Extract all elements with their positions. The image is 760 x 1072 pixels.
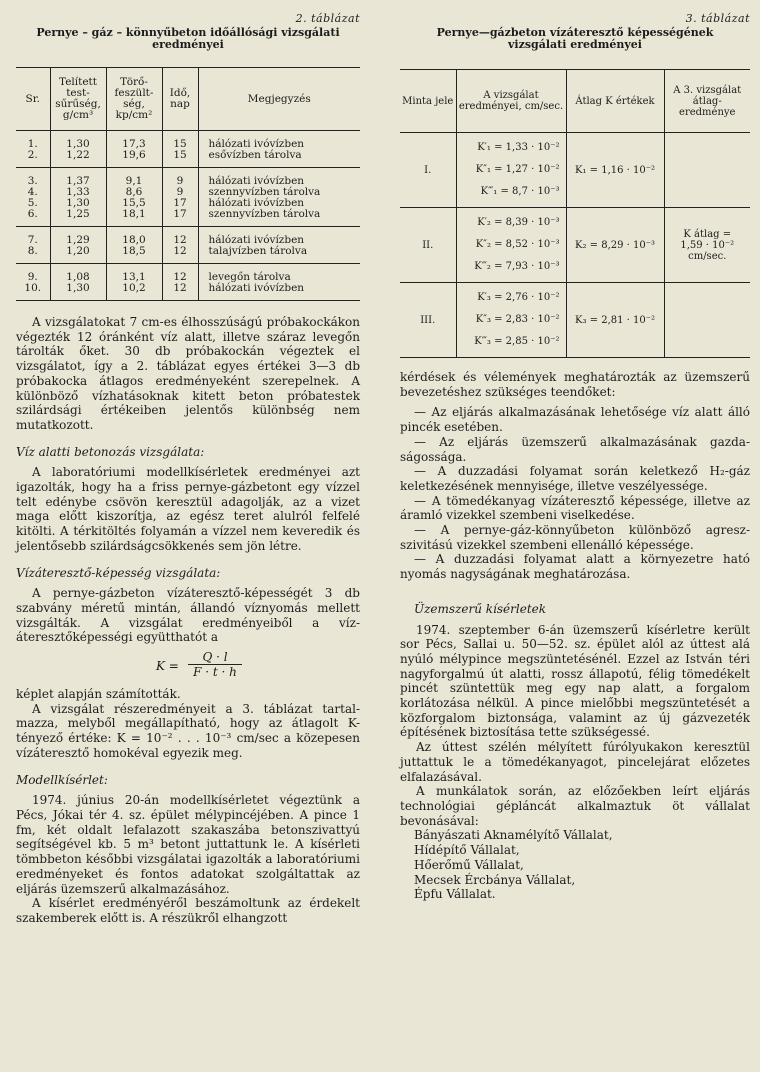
table-row — [16, 131, 360, 151]
cell-sr: 8. — [16, 246, 50, 264]
table2-title-line2: eredményei — [152, 38, 224, 51]
cell-sr: 9. — [16, 264, 50, 284]
overall-line: cm/sec. — [688, 250, 727, 262]
paragraph: Az úttest szélén mélyített fúrólyukakon keresztül juttattuk le a tömedékanyagot, pincelejárat előzetes elfalazásával. — [400, 740, 750, 784]
cell-density: 1,29 — [50, 227, 106, 247]
overall-line: 1,59 · 10⁻² — [680, 239, 735, 251]
table2-header-density: Telített test-sűrűség, g/cm³ — [50, 68, 106, 131]
cell-strength: 18,1 — [106, 209, 162, 227]
formula-denominator: F · t · h — [193, 665, 237, 680]
table3-header-overall: A 3. vizsgálat átlag-eredménye — [664, 70, 750, 133]
table2-header-note: Megjegyzés — [198, 68, 360, 131]
table3-title-line2: vizsgálati eredményei — [508, 38, 642, 51]
table3 — [400, 69, 750, 358]
cell-sr: 6. — [16, 209, 50, 227]
cell-note: szennyvízben tárolva — [198, 209, 360, 227]
cell-strength: 19,6 — [106, 150, 162, 168]
company-name: Hídépítő Vállalat, — [414, 843, 520, 858]
paragraph: kérdések és vélemények meghatározták az üzemszerű bevezetéshez szükséges teendőket: — [400, 370, 750, 399]
cell-days: 12 — [162, 227, 198, 247]
cell-density: 1,25 — [50, 209, 106, 227]
list-item: — A tömedékanyag vízáteresztő képessége, illetve az áramló vizekkel szembeni viselkedése. — [400, 493, 750, 523]
table2-header-sr: Sr. — [16, 68, 50, 131]
company-list — [400, 828, 750, 902]
cell-note: szennyvízben tárolva — [208, 186, 321, 198]
formula-fraction — [188, 651, 242, 679]
cell-density: 1,22 — [50, 150, 106, 168]
paragraph: A munkálatok során, az előzőekben leírt eljárás technológiai gépláncát alkalmaztuk öt vállalat bevonásával: — [400, 784, 750, 828]
list-item: — A duzzadási folyamat során keletkező H₂-gáz keletkezésének mennyisége, illetve veszélyessége. — [400, 464, 750, 493]
section-heading: Üzemszerű kísérletek — [414, 601, 547, 616]
table3-title-line1: Pernye—gázbeton vízáteresztő képességének — [436, 26, 714, 39]
cell-days: 15 — [162, 131, 198, 151]
paragraph: A kísérlet eredményéről beszámoltunk az érdekelt szakemberek előtt is. A részükről elhangzott — [16, 896, 360, 925]
cell-density: 1,37 — [50, 168, 106, 188]
cell-note: hálózati ivóvízben — [208, 234, 305, 246]
cell-note: talajvízben tárolva — [198, 246, 360, 264]
cell-note: esővízben tárolva — [198, 150, 360, 168]
section-heading: Víz alatti betonozás vizsgálata: — [16, 444, 205, 459]
k-value: K‴₁ = 8,7 · 10⁻³ — [480, 186, 560, 197]
paragraph: 1974. június 20-án modellkísérletet végeztünk a Pécs, Jókai tér 4. sz. épület mélypincéjében. A pince 1 fm, két oldalt lefalazott szakaszába betonszivattyú segítségével kb. 5 m³ betont juttattunk le. A kísérleti tömbbeton későbbi vizsgálatai igazolták a laboratóriumi eredményeket és fontos adatokat szolgáltattak az eljárás üzemszerű alkalmazásához. — [16, 793, 360, 896]
left-text — [16, 315, 360, 926]
table-row — [16, 209, 360, 227]
paragraph: A vizsgálatokat 7 cm-es élhosszúságú próbakockákon végezték 12 óránként víz alatt, illetve száraz levegőn tárolták őket. 30 db próbakockán végeztek el vizsgálatot, így a 2. táblázat egyes értékei 3—3 db próbakocka átlagos eredményeként szerepelnek. A különböző vízhatásoknak kitett beton próbatestek szilárdsági értékeiben jelentős különbség nem mutatkozott. — [16, 315, 360, 432]
cell-note: hálózati ivóvízben — [208, 138, 305, 150]
k-value: K′₂ = 8,39 · 10⁻³ — [477, 217, 560, 228]
sample-id: I. — [400, 133, 456, 208]
table3-header-sample: Minta jele — [400, 70, 456, 133]
formula-lhs: K = — [156, 659, 179, 674]
right-text — [400, 370, 750, 902]
cell-strength: 13,1 — [106, 264, 162, 284]
formula-numerator: Q · l — [188, 651, 242, 665]
sample-average: K₃ = 2,81 · 10⁻² — [566, 283, 664, 358]
cell-sr: 5. — [16, 198, 50, 209]
cell-sr: 2. — [16, 150, 50, 168]
table2-title-line1: Pernye – gáz – könnyűbeton időállósági vizsgálati — [36, 26, 340, 39]
k-value: K‴₂ = 7,93 · 10⁻³ — [474, 261, 560, 272]
cell-note: hálózati ivóvízben — [208, 282, 305, 294]
overall-line: K átlag = — [683, 228, 732, 240]
table2-number: 2. táblázat — [295, 12, 360, 25]
cell-days: 15 — [162, 150, 198, 168]
cell-note: levegőn tárolva — [208, 271, 291, 283]
permeability-formula — [16, 651, 360, 681]
paragraph: A laboratóriumi modellkísérletek eredményei azt igazolták, hogy ha a friss pernye-gázbetont egy vízzel telt edénybe csövön keresztül adagolják, az a vizet maga előtt kiszorítja, az egész teret alulról felfelé kitölti. A térkitöltés folyamán a vízzel nem keveredik és jelentősebb szilárdságcsökkenés sem jön létre. — [16, 465, 360, 553]
table-row — [16, 227, 360, 247]
table3-number: 3. táblázat — [685, 12, 750, 25]
cell-strength: 17,3 — [106, 131, 162, 151]
list-item: — Az eljárás alkalmazásának lehetősége víz alatt álló pincék esetében. — [400, 405, 750, 435]
table-row — [16, 246, 360, 264]
table2-body — [16, 131, 360, 301]
sample-results — [456, 208, 566, 283]
company-name: Bányászati Aknamélyítő Vállalat, — [414, 828, 613, 843]
paragraph: A vizsgálat részeredményeit a 3. táblázat tartalmazza, melyből megállapítható, hogy az átlagolt K-tényező értéke: K = 10⁻² . . . 10⁻³ cm/sec a közepesen vízáteresztő homokéval egyezik meg. — [16, 701, 360, 760]
sample-id: III. — [400, 283, 456, 358]
table-row — [16, 264, 360, 284]
cell-strength: 9,1 — [106, 168, 162, 188]
k-value: K″₁ = 1,27 · 10⁻² — [475, 164, 560, 175]
overall-average — [664, 208, 750, 283]
table3-header-results: A vizsgálat eredményei, cm/sec. — [456, 70, 566, 133]
k-value: K′₃ = 2,76 · 10⁻² — [477, 292, 560, 303]
cell-strength: 10,2 — [106, 283, 162, 301]
list-item: — A duzzadási folyamat alatt a környezetre ható nyomás nagyságának meghatározása. — [400, 552, 750, 582]
cell-days: 12 — [162, 283, 198, 301]
cell-strength: 8,6 — [106, 187, 162, 198]
sample-results — [456, 283, 566, 358]
table3-title — [400, 27, 750, 51]
cell-days: 12 — [162, 246, 198, 264]
cell-note: hálózati ivóvízben — [208, 175, 305, 187]
table3-header-average: Átlag K értékek — [566, 70, 664, 133]
table-row — [16, 283, 360, 301]
cell-days: 17 — [162, 209, 198, 227]
cell-sr: 4. — [16, 187, 50, 198]
list-item: — A pernye-gáz-könnyűbeton különböző agreszszivitású vizekkel szembeni ellenálló képessége. — [400, 523, 750, 552]
section-heading: Modellkísérlet: — [16, 772, 108, 787]
cell-days: 12 — [162, 264, 198, 284]
cell-days: 9 — [162, 168, 198, 188]
k-value: K″₂ = 8,52 · 10⁻³ — [475, 239, 560, 250]
cell-sr: 3. — [16, 168, 50, 188]
table2 — [16, 67, 360, 301]
cell-days: 9 — [162, 187, 198, 198]
cell-sr: 7. — [16, 227, 50, 247]
table-row — [16, 150, 360, 168]
cell-density: 1,30 — [50, 198, 106, 209]
section-heading: Vízáteresztő-képesség vizsgálata: — [16, 565, 221, 580]
paragraph: A pernye-gázbeton vízáteresztő-képességét 3 db szabvány méretű mintán, állandó víznyomás mellett vizsgálták. A vizsgálat eredményeiből a vízáteresztőképességi együtthatót a — [16, 586, 360, 645]
table2-header-days: Idő, nap — [162, 68, 198, 131]
sample-average: K₁ = 1,16 · 10⁻² — [566, 133, 664, 208]
cell-density: 1,33 — [50, 187, 106, 198]
sample-average: K₂ = 8,29 · 10⁻³ — [566, 208, 664, 283]
k-value: K‴₃ = 2,85 · 10⁻² — [474, 336, 560, 347]
k-value: K″₃ = 2,83 · 10⁻² — [475, 314, 560, 325]
company-name: Hőerőmű Vállalat, — [414, 857, 524, 872]
right-column — [400, 0, 750, 902]
cell-density: 1,20 — [50, 246, 106, 264]
cell-note: hálózati ivóvízben — [208, 197, 305, 209]
company-name: Épfu Vállalat. — [414, 887, 496, 902]
cell-sr: 1. — [16, 131, 50, 151]
cell-sr: 10. — [16, 283, 50, 301]
k-value: K′₁ = 1,33 · 10⁻² — [477, 142, 560, 153]
cell-density: 1,08 — [50, 264, 106, 284]
list-item: — Az eljárás üzemszerű alkalmazásának gazdaságossága. — [400, 434, 750, 464]
company-name: Mecsek Ércbánya Vállalat, — [414, 872, 576, 887]
table2-header-strength: Törő-feszült-ség, kp/cm² — [106, 68, 162, 131]
table-row — [16, 168, 360, 188]
cell-days: 17 — [162, 198, 198, 209]
cell-strength: 15,5 — [106, 198, 162, 209]
sample-results — [456, 133, 566, 208]
cell-density: 1,30 — [50, 131, 106, 151]
requirements-list — [400, 405, 750, 581]
table2-title — [16, 27, 360, 51]
paragraph: 1974. szeptember 6-án üzemszerű kísérletre került sor Pécs, Sallai u. 50—52. sz. épület alól az úttest alá nyúló mélypince megszüntetésénél. Ezzel az István téri nagyforgalmú út alatti, rossz állapotú, félig tömedékelt pincét szüntettük meg egy nap alatt, a forgalom korlátozása nélkül. A pince mielőbbi megszüntetését a közforgalom biztonsága, valamint az új gázvezeték építésének biztosítása tette szükségessé. — [400, 622, 750, 740]
cell-strength: 18,5 — [106, 246, 162, 264]
cell-density: 1,30 — [50, 283, 106, 301]
paragraph: képlet alapján számították. — [16, 687, 181, 702]
sample-id: II. — [400, 208, 456, 283]
left-column — [16, 0, 360, 926]
cell-strength: 18,0 — [106, 227, 162, 247]
